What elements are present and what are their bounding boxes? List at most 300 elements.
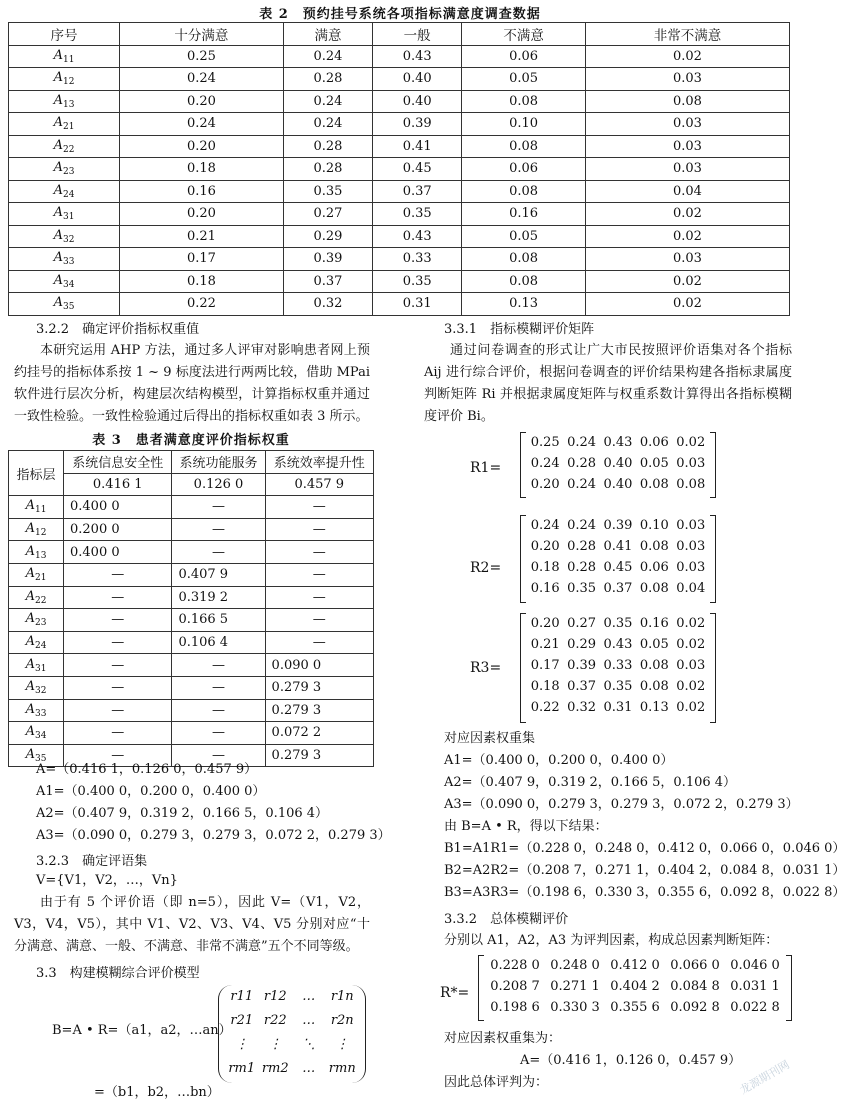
table2-row xyxy=(9,68,790,91)
table2-row xyxy=(9,180,790,203)
table2-cell: 0.28 xyxy=(283,135,372,158)
table2-cell: 0.27 xyxy=(283,203,372,226)
table2-cell: 0.03 xyxy=(585,248,789,271)
matrix-row xyxy=(479,955,791,976)
table2-cell: 0.21 xyxy=(120,225,284,248)
matrix-cell: 0.02 xyxy=(676,700,706,715)
matrix-cell: 0.45 xyxy=(603,560,633,575)
table2-cell: 0.03 xyxy=(585,135,789,158)
table2-row xyxy=(9,225,790,248)
table2-row xyxy=(9,270,790,293)
matrix-cell: 0.084 8 xyxy=(670,979,720,994)
table2-caption: 表 2 预约挂号系统各项指标满意度调查数据 xyxy=(259,7,541,22)
matrix-cell: 0.02 xyxy=(676,435,706,450)
matrix-cell: 0.08 xyxy=(676,477,706,492)
table2-cell: 0.05 xyxy=(462,68,586,91)
matrix-cell: 0.08 xyxy=(639,679,669,694)
matrix-cell: ⋮ xyxy=(235,1037,249,1052)
table3-index-cell: $A_{21}$ xyxy=(9,563,64,586)
table3-cell: 0.400 0 xyxy=(64,541,172,564)
result-b3: B3=A3R3=（0.198 6，0.330 3，0.355 6，0.092 8，0.022 8） xyxy=(444,885,845,900)
table3-row xyxy=(9,609,374,632)
table2-cell: 0.28 xyxy=(283,158,372,181)
table3-cell: — xyxy=(265,518,373,541)
table3-index-cell: $A_{35}$ xyxy=(9,744,64,767)
matrix-cell: 0.02 xyxy=(676,616,706,631)
matrix-r3-label: R3= xyxy=(470,660,502,676)
table2-index-cell: $A_{35}$ xyxy=(9,293,120,316)
table2-cell: 0.20 xyxy=(120,135,284,158)
table3-index-cell: $A_{13}$ xyxy=(9,541,64,564)
matrix-r2-label: R2= xyxy=(470,560,502,576)
table3-cell: 0.279 3 xyxy=(265,744,373,767)
table2-cell: 0.37 xyxy=(283,270,372,293)
table3-cell: — xyxy=(172,654,265,677)
matrix-cell: 0.08 xyxy=(639,539,669,554)
matrix-cell: 0.37 xyxy=(603,581,633,596)
matrix-cell: 0.271 1 xyxy=(550,979,600,994)
table3-index-cell: $A_{23}$ xyxy=(9,609,64,632)
table2-index-cell: $A_{11}$ xyxy=(9,45,120,68)
table2-cell: 0.05 xyxy=(462,225,586,248)
weights-title: 对应因素权重集 xyxy=(444,731,536,746)
table2-cell: 0.20 xyxy=(120,203,284,226)
matrix-cell: 0.355 6 xyxy=(610,1000,660,1015)
table2-cell: 0.20 xyxy=(120,90,284,113)
matrix-cell: … xyxy=(302,1013,316,1028)
weights-a2: A2=（0.407 9，0.319 2，0.166 5，0.106 4） xyxy=(444,775,737,790)
matrix-cell: 0.35 xyxy=(567,581,597,596)
table3-cell: 0.106 4 xyxy=(172,631,265,654)
matrix-cell: 0.03 xyxy=(676,658,706,673)
matrix-cell: r12 xyxy=(263,989,287,1004)
table3-row xyxy=(9,676,374,699)
section-3-3-1-heading: 3.3.1 指标模糊评价矩阵 xyxy=(444,322,595,337)
matrix-cell: 0.092 8 xyxy=(670,1000,720,1015)
total-weights-title: 对应因素权重集为： xyxy=(444,1031,562,1046)
table2-row xyxy=(9,135,790,158)
table2-cell: 0.08 xyxy=(462,270,586,293)
table3-header-row xyxy=(9,451,374,474)
matrix-row xyxy=(521,655,715,676)
matrix-cell: 0.228 0 xyxy=(490,958,540,973)
table3-cell: — xyxy=(265,586,373,609)
matrix-cell: 0.20 xyxy=(530,477,560,492)
table3-cell: — xyxy=(172,744,265,767)
table3-row xyxy=(9,631,374,654)
matrix-row xyxy=(521,474,715,495)
matrix-row xyxy=(479,997,791,1018)
table2-header-cell: 序号 xyxy=(9,23,120,46)
matrix-row xyxy=(521,578,715,599)
matrix-cell: 0.28 xyxy=(567,560,597,575)
matrix-cell: r11 xyxy=(230,989,254,1004)
table2-cell: 0.32 xyxy=(283,293,372,316)
table3-header-cell: 系统功能服务 xyxy=(172,451,265,474)
table2-cell: 0.24 xyxy=(283,113,372,136)
table2-row xyxy=(9,203,790,226)
table2-header-cell: 一般 xyxy=(373,23,462,46)
table3-cell: — xyxy=(265,541,373,564)
matrix-cell: 0.24 xyxy=(567,435,597,450)
section-3-2-3-heading: 3.2.3 确定评语集 xyxy=(36,854,148,869)
table2-header-cell: 十分满意 xyxy=(120,23,284,46)
table2-cell: 0.10 xyxy=(462,113,586,136)
table2-row xyxy=(9,158,790,181)
table2-row xyxy=(9,90,790,113)
matrix-rstar-label: R*= xyxy=(440,985,470,1001)
matrix-cell: 0.06 xyxy=(639,560,669,575)
table2-cell: 0.22 xyxy=(120,293,284,316)
matrix-cell: 0.39 xyxy=(603,518,633,533)
table2-row xyxy=(9,113,790,136)
table3-cell: — xyxy=(265,609,373,632)
matrix-row xyxy=(219,985,365,1009)
matrix-cell: r1n xyxy=(330,989,354,1004)
matrix-cell: 0.18 xyxy=(530,679,560,694)
matrix-cell: 0.35 xyxy=(603,679,633,694)
matrix-cell: 0.404 2 xyxy=(610,979,660,994)
table2-cell: 0.08 xyxy=(462,90,586,113)
table2-cell: 0.16 xyxy=(120,180,284,203)
table2-row xyxy=(9,248,790,271)
table2-row xyxy=(9,45,790,68)
table3-weight-cell: 0.126 0 xyxy=(172,473,265,496)
matrix-cell: 0.03 xyxy=(676,456,706,471)
matrix-cell: 0.02 xyxy=(676,637,706,652)
table3-row xyxy=(9,563,374,586)
matrix-cell: rmn xyxy=(328,1061,356,1076)
section-3-3-2-paragraph: 分别以 A1，A2，A3 为评判因素，构成总因素判断矩阵： xyxy=(444,933,779,948)
table2-cell: 0.33 xyxy=(373,248,462,271)
matrix-cell: 0.21 xyxy=(530,637,560,652)
table3-weight-cell: 0.457 9 xyxy=(265,473,373,496)
table2-cell: 0.24 xyxy=(120,68,284,91)
matrix-cell: 0.28 xyxy=(567,456,597,471)
matrix-cell: 0.17 xyxy=(530,658,560,673)
table3-weight-cell: 0.416 1 xyxy=(64,473,172,496)
matrix-r1-label: R1= xyxy=(470,460,502,476)
section-3-3-1-paragraph: 通过问卷调查的形式让广大市民按照评价语集对各个指标 Aij 进行综合评价，根据问卷调查的评价结果构建各指标隶属度判断矩阵 Ri 并根据隶属度矩阵与权重系数计算得出各指标模糊度评价 Bi。 xyxy=(424,343,792,424)
table3-cell: — xyxy=(265,496,373,519)
weights-a3: A3=（0.090 0，0.279 3，0.279 3，0.072 2，0.279 3） xyxy=(444,797,799,812)
table3-row xyxy=(9,518,374,541)
matrix-cell: 0.05 xyxy=(639,637,669,652)
matrix-cell: r2n xyxy=(330,1013,354,1028)
table2 xyxy=(8,22,790,316)
table2-cell: 0.39 xyxy=(373,113,462,136)
table3-index-cell: $A_{31}$ xyxy=(9,654,64,677)
table2-cell: 0.24 xyxy=(120,113,284,136)
table2-cell: 0.24 xyxy=(283,90,372,113)
table2-cell: 0.02 xyxy=(585,293,789,316)
matrix-cell: 0.27 xyxy=(567,616,597,631)
matrix-cell: 0.08 xyxy=(639,477,669,492)
matrix-cell: 0.40 xyxy=(603,456,633,471)
table2-cell: 0.18 xyxy=(120,158,284,181)
table3-row xyxy=(9,541,374,564)
matrix-cell: 0.10 xyxy=(639,518,669,533)
table3-cell: — xyxy=(64,609,172,632)
table3-cell: 0.072 2 xyxy=(265,722,373,745)
table3-cell: 0.400 0 xyxy=(64,496,172,519)
matrix-r2 xyxy=(520,515,716,603)
matrix-row xyxy=(219,1009,365,1033)
table3-index-cell: $A_{12}$ xyxy=(9,518,64,541)
matrix-cell: 0.06 xyxy=(639,435,669,450)
table3-cell: 0.166 5 xyxy=(172,609,265,632)
matrix-cell: 0.13 xyxy=(639,700,669,715)
matrix-cell: 0.40 xyxy=(603,477,633,492)
table3-index-cell: $A_{22}$ xyxy=(9,586,64,609)
section-3-3-heading: 3.3 构建模糊综合评价模型 xyxy=(36,966,200,981)
matrix-row xyxy=(219,1057,365,1081)
table2-cell: 0.08 xyxy=(462,248,586,271)
matrix-cell: 0.31 xyxy=(603,700,633,715)
table2-cell: 0.06 xyxy=(462,158,586,181)
table2-cell: 0.08 xyxy=(585,90,789,113)
table2-cell: 0.40 xyxy=(373,90,462,113)
eq-weight-a: A=（0.416 1，0.126 0，0.457 9） xyxy=(36,762,258,777)
section-3-2-2-heading: 3.2.2 确定评价指标权重值 xyxy=(36,322,200,337)
matrix-cell: 0.066 0 xyxy=(670,958,720,973)
table2-cell: 0.02 xyxy=(585,225,789,248)
table2-cell: 0.18 xyxy=(120,270,284,293)
matrix-cell: ⋮ xyxy=(268,1037,282,1052)
matrix-row xyxy=(521,432,715,453)
matrix-cell: … xyxy=(302,989,316,1004)
matrix-cell: r21 xyxy=(230,1013,254,1028)
table2-cell: 0.25 xyxy=(120,45,284,68)
matrix-cell: 0.41 xyxy=(603,539,633,554)
table3-cell: — xyxy=(172,541,265,564)
matrix-row xyxy=(521,515,715,536)
table3-index-cell: $A_{33}$ xyxy=(9,699,64,722)
table2-cell: 0.02 xyxy=(585,45,789,68)
table3-row xyxy=(9,722,374,745)
table3-cell: — xyxy=(172,676,265,699)
matrix-cell: 0.35 xyxy=(603,616,633,631)
matrix-cell: 0.24 xyxy=(567,518,597,533)
table2-cell: 0.29 xyxy=(283,225,372,248)
eq-set-v: V={V1，V2，…，Vn} xyxy=(36,873,178,888)
table3-cell: 0.279 3 xyxy=(265,676,373,699)
matrix-cell: 0.28 xyxy=(567,539,597,554)
table3-cell: 0.279 3 xyxy=(265,699,373,722)
section-3-2-3-paragraph: 由于有 5 个评价语（即 n=5），因此 V=（V1，V2，V3，V4，V5），其中 V1、V2、V3、V4、V5 分别对应“十分满意、满意、一般、不满意、非常不满意”五个不同等级。 xyxy=(14,895,370,954)
table2-header-cell: 非常不满意 xyxy=(585,23,789,46)
table2-index-cell: $A_{12}$ xyxy=(9,68,120,91)
matrix-cell: 0.39 xyxy=(567,658,597,673)
table2-cell: 0.37 xyxy=(373,180,462,203)
table3-row xyxy=(9,586,374,609)
matrix-cell: 0.046 0 xyxy=(730,958,780,973)
matrix-row xyxy=(521,557,715,578)
table3-cell: — xyxy=(172,496,265,519)
table3-header-cell: 系统信息安全性 xyxy=(64,451,172,474)
table2-cell: 0.17 xyxy=(120,248,284,271)
table2-cell: 0.45 xyxy=(373,158,462,181)
table2-cell: 0.03 xyxy=(585,113,789,136)
matrix-row xyxy=(219,1033,365,1057)
table2-cell: 0.43 xyxy=(373,225,462,248)
table2-cell: 0.03 xyxy=(585,68,789,91)
table2-index-cell: $A_{33}$ xyxy=(9,248,120,271)
eq-weight-a3: A3=（0.090 0，0.279 3，0.279 3，0.072 2，0.279 3） xyxy=(36,828,391,843)
section-3-3-2-heading: 3.3.2 总体模糊评价 xyxy=(444,912,569,927)
table3-row xyxy=(9,699,374,722)
matrix-cell: … xyxy=(302,1061,316,1076)
table2-row xyxy=(9,293,790,316)
table3-cell: — xyxy=(64,676,172,699)
matrix-cell: 0.05 xyxy=(639,456,669,471)
table3-cell: — xyxy=(172,699,265,722)
matrix-cell: 0.16 xyxy=(530,581,560,596)
table3-weight-row xyxy=(9,473,374,496)
table2-cell: 0.13 xyxy=(462,293,586,316)
matrix-r-general xyxy=(218,985,366,1083)
table3-header-cell: 指标层 xyxy=(9,451,64,496)
result-b1: B1=A1R1=（0.228 0，0.248 0，0.412 0，0.066 0，0.046 0） xyxy=(444,841,845,856)
table2-cell: 0.08 xyxy=(462,135,586,158)
matrix-cell: 0.03 xyxy=(676,560,706,575)
matrix-cell: 0.208 7 xyxy=(490,979,540,994)
table2-index-cell: $A_{22}$ xyxy=(9,135,120,158)
matrix-cell: r22 xyxy=(263,1013,287,1028)
matrix-cell: 0.412 0 xyxy=(610,958,660,973)
matrix-cell: 0.32 xyxy=(567,700,597,715)
matrix-row xyxy=(479,976,791,997)
table2-index-cell: $A_{32}$ xyxy=(9,225,120,248)
table3-cell: — xyxy=(64,631,172,654)
table2-cell: 0.31 xyxy=(373,293,462,316)
matrix-cell: 0.33 xyxy=(603,658,633,673)
matrix-cell: 0.25 xyxy=(530,435,560,450)
table3-index-cell: $A_{11}$ xyxy=(9,496,64,519)
matrix-cell: 0.20 xyxy=(530,539,560,554)
table3-cell: — xyxy=(265,563,373,586)
table2-cell: 0.02 xyxy=(585,270,789,293)
table2-index-cell: $A_{31}$ xyxy=(9,203,120,226)
total-weights: A=（0.416 1，0.126 0，0.457 9） xyxy=(520,1053,742,1068)
table2-index-cell: $A_{13}$ xyxy=(9,90,120,113)
matrix-row xyxy=(521,697,715,718)
matrix-rstar xyxy=(478,955,792,1021)
table3-cell: — xyxy=(172,518,265,541)
table2-cell: 0.03 xyxy=(585,158,789,181)
table3-cell: — xyxy=(64,563,172,586)
final-judgement-intro: 因此总体评判为： xyxy=(444,1075,549,1090)
matrix-row xyxy=(521,613,715,634)
matrix-cell: 0.29 xyxy=(567,637,597,652)
table3-cell: 0.200 0 xyxy=(64,518,172,541)
matrix-cell: 0.330 3 xyxy=(550,1000,600,1015)
table3-cell: — xyxy=(172,722,265,745)
matrix-cell: 0.18 xyxy=(530,560,560,575)
matrix-cell: 0.03 xyxy=(676,518,706,533)
matrix-cell: 0.022 8 xyxy=(730,1000,780,1015)
matrix-cell: rm2 xyxy=(261,1061,289,1076)
matrix-cell: 0.24 xyxy=(567,477,597,492)
table2-header-cell: 满意 xyxy=(283,23,372,46)
matrix-r1 xyxy=(520,432,716,498)
matrix-cell: 0.24 xyxy=(530,456,560,471)
table2-cell: 0.41 xyxy=(373,135,462,158)
matrix-cell: 0.08 xyxy=(639,581,669,596)
matrix-cell: 0.02 xyxy=(676,679,706,694)
matrix-cell: 0.08 xyxy=(639,658,669,673)
table3-header-cell: 系统效率提升性 xyxy=(265,451,373,474)
table2-cell: 0.39 xyxy=(283,248,372,271)
matrix-cell: 0.22 xyxy=(530,700,560,715)
matrix-row xyxy=(521,676,715,697)
matrix-cell: ⋮ xyxy=(335,1037,349,1052)
table3-cell: 0.090 0 xyxy=(265,654,373,677)
table3-cell: 0.319 2 xyxy=(172,586,265,609)
table2-cell: 0.43 xyxy=(373,45,462,68)
eq-weight-a1: A1=（0.400 0，0.200 0，0.400 0） xyxy=(36,784,266,799)
matrix-cell: 0.248 0 xyxy=(550,958,600,973)
table3-cell: — xyxy=(64,722,172,745)
table2-header-row xyxy=(9,23,790,46)
matrix-cell: rm1 xyxy=(228,1061,256,1076)
table2-cell: 0.04 xyxy=(585,180,789,203)
table3-index-cell: $A_{24}$ xyxy=(9,631,64,654)
section-3-2-2-paragraph: 本研究运用 AHP 方法，通过多人评审对影响患者网上预约挂号的指标体系按 1 ~ 9 标度法进行两两比较，借助 MPai 软件进行层次分析，构建层次结构模型，计算指标权重并通过一致性检验。一致性检验通过后得出的指标权重如表 3 所示。 xyxy=(14,343,370,424)
eq-b-equals: B=A • R=（a1，a2，…an） xyxy=(52,1023,232,1038)
table3-cell: — xyxy=(64,699,172,722)
table2-header-cell: 不满意 xyxy=(462,23,586,46)
table3-index-cell: $A_{32}$ xyxy=(9,676,64,699)
table2-cell: 0.28 xyxy=(283,68,372,91)
matrix-row xyxy=(521,536,715,557)
matrix-row xyxy=(521,634,715,655)
matrix-cell: 0.43 xyxy=(603,435,633,450)
matrix-cell: 0.37 xyxy=(567,679,597,694)
table2-index-cell: $A_{34}$ xyxy=(9,270,120,293)
table2-cell: 0.06 xyxy=(462,45,586,68)
matrix-cell: 0.20 xyxy=(530,616,560,631)
table2-index-cell: $A_{21}$ xyxy=(9,113,120,136)
table3 xyxy=(8,450,374,767)
table3-cell: — xyxy=(64,654,172,677)
table3-cell: 0.407 9 xyxy=(172,563,265,586)
table3-index-cell: $A_{34}$ xyxy=(9,722,64,745)
table3-row xyxy=(9,496,374,519)
matrix-cell: 0.24 xyxy=(530,518,560,533)
table2-cell: 0.02 xyxy=(585,203,789,226)
matrix-cell: 0.04 xyxy=(676,581,706,596)
matrix-cell: ⋱ xyxy=(302,1037,316,1052)
matrix-cell: 0.43 xyxy=(603,637,633,652)
table3-caption: 表 3 患者满意度评价指标权重 xyxy=(92,433,290,448)
watermark: 龙源期刊网 xyxy=(737,1058,792,1097)
table2-cell: 0.35 xyxy=(373,270,462,293)
table3-cell: — xyxy=(265,631,373,654)
table3-cell: — xyxy=(64,586,172,609)
table2-cell: 0.08 xyxy=(462,180,586,203)
table3-row xyxy=(9,654,374,677)
table2-cell: 0.35 xyxy=(373,203,462,226)
table2-index-cell: $A_{24}$ xyxy=(9,180,120,203)
eq-weight-a2: A2=（0.407 9，0.319 2，0.166 5，0.106 4） xyxy=(36,806,329,821)
table2-cell: 0.24 xyxy=(283,45,372,68)
matrix-cell: 0.03 xyxy=(676,539,706,554)
matrix-r3 xyxy=(520,613,716,723)
matrix-cell: 0.031 1 xyxy=(730,979,780,994)
matrix-cell: 0.16 xyxy=(639,616,669,631)
matrix-row xyxy=(521,453,715,474)
